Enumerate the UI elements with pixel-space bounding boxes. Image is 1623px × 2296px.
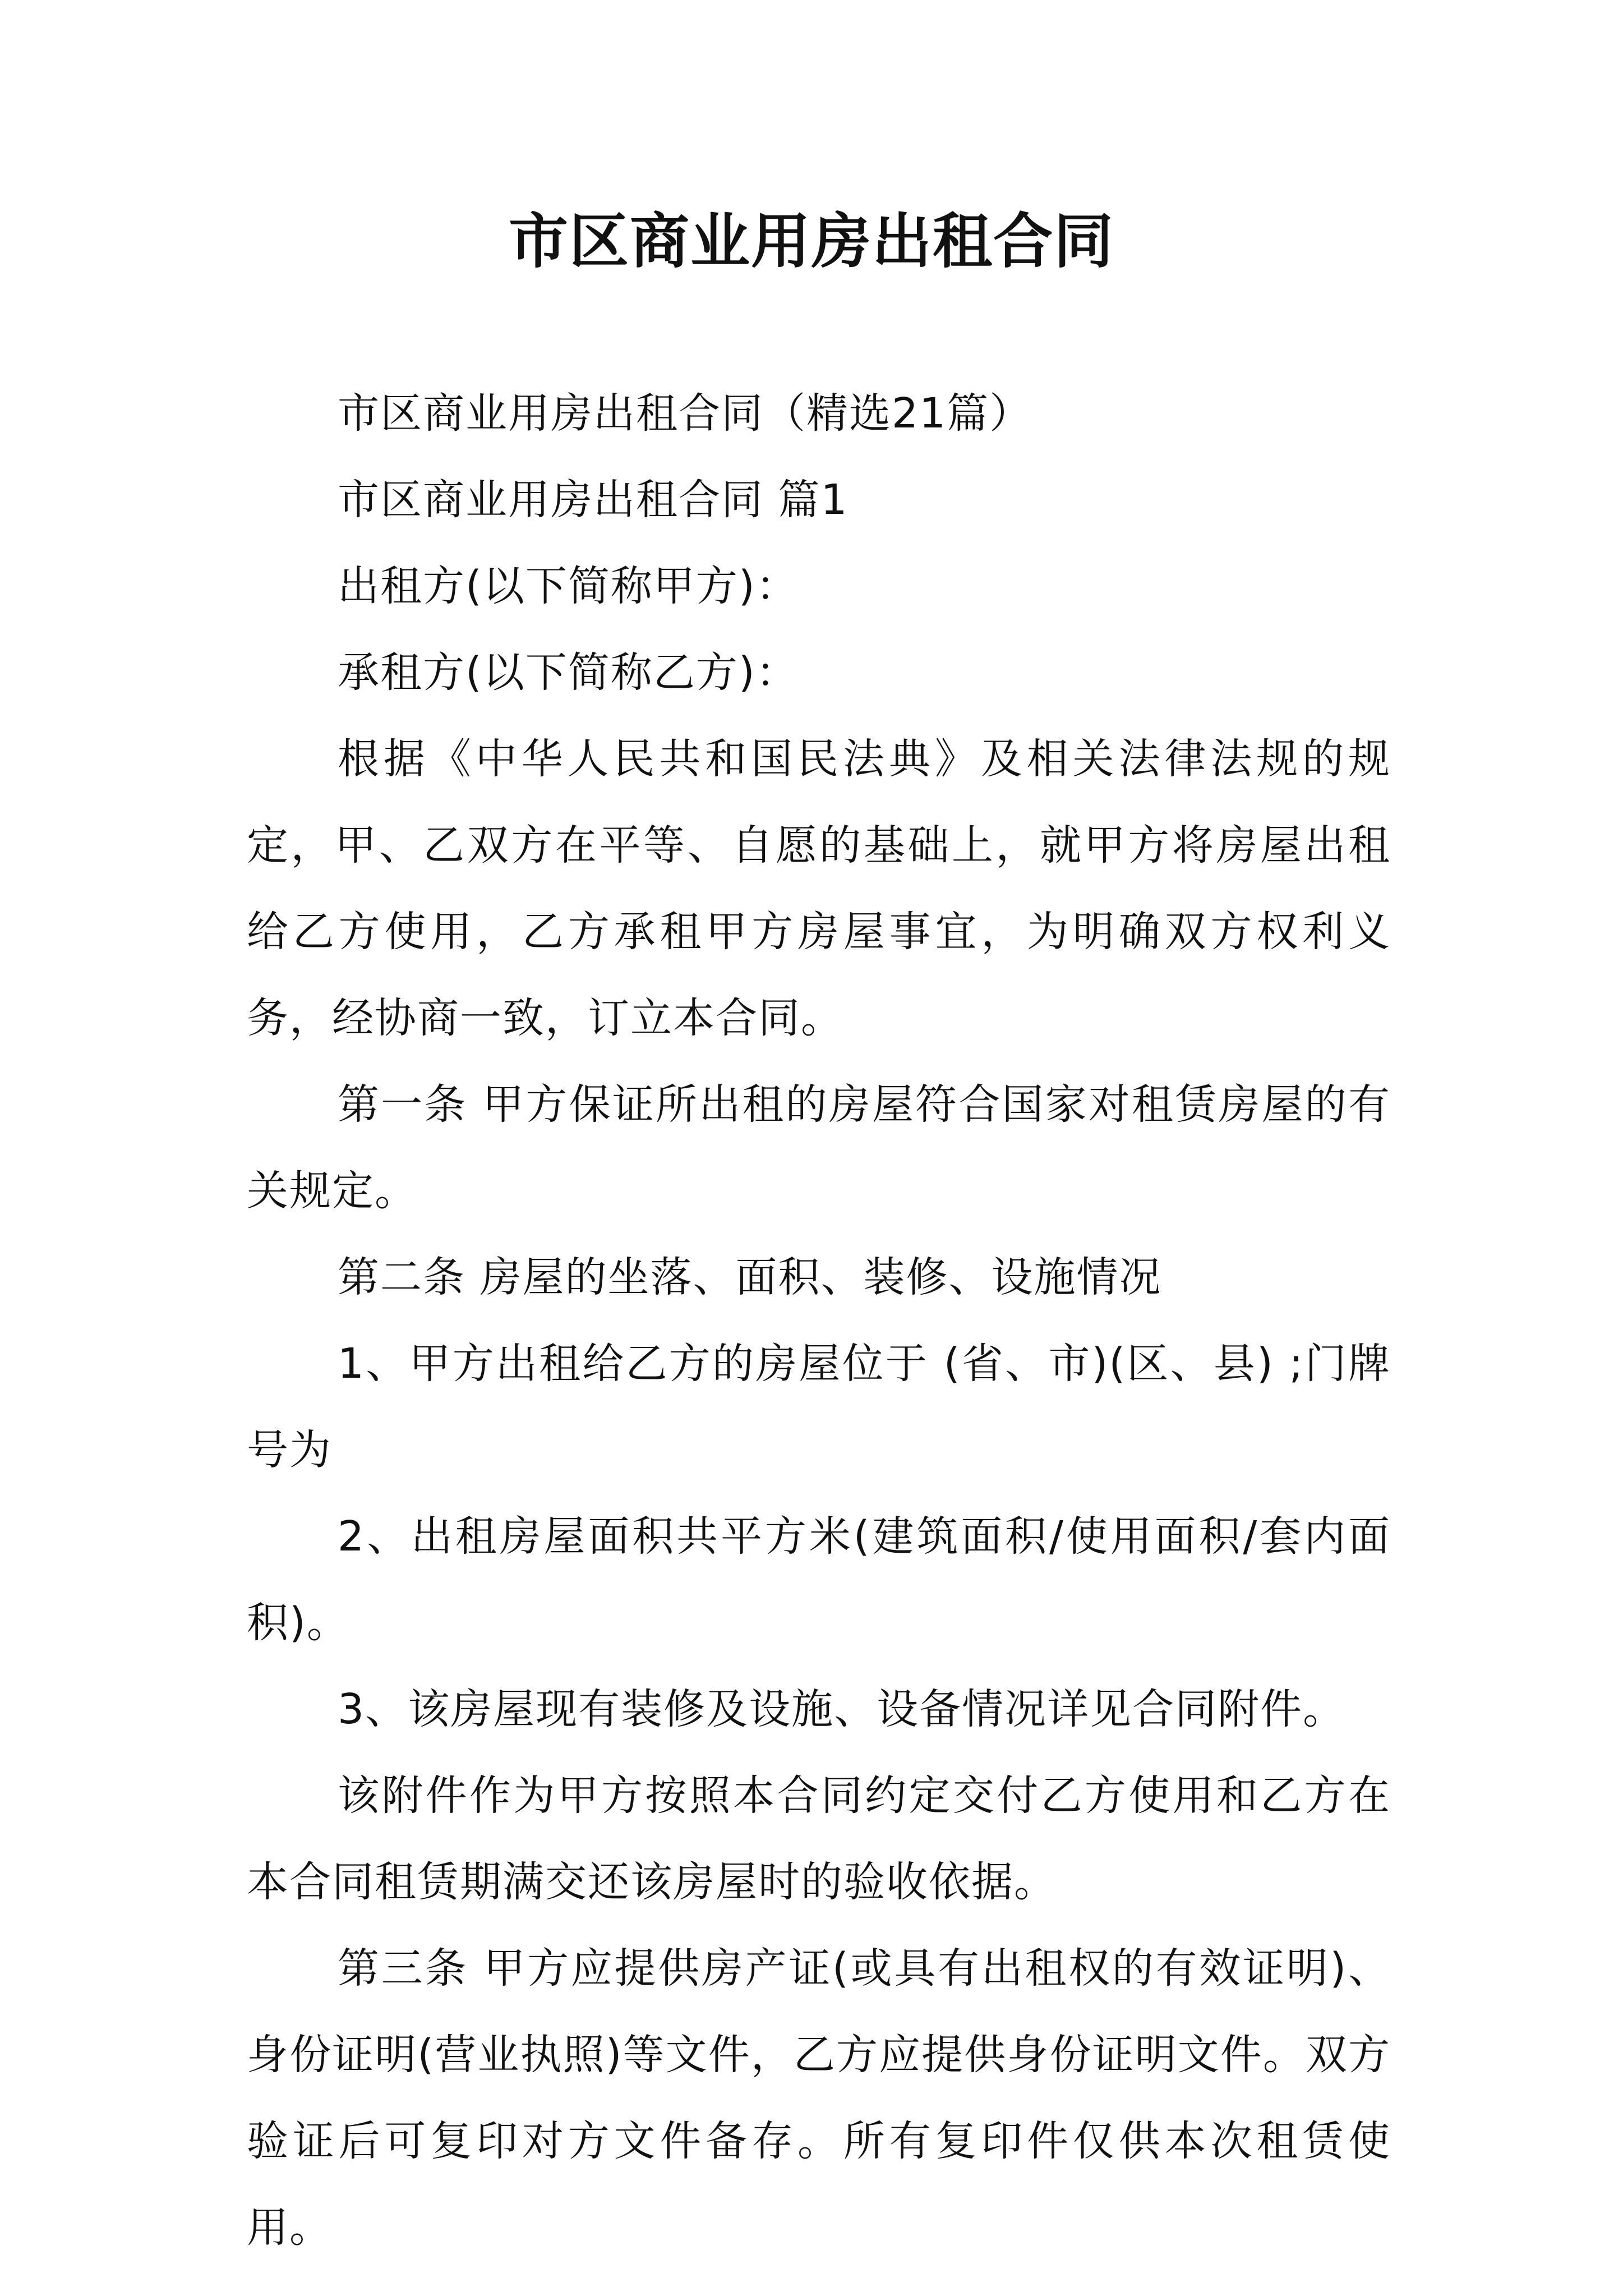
paragraph-lessor: 出租方(以下简称甲方)： <box>338 562 799 610</box>
paragraph-article-3: 第三条 甲方应提供房产证(或具有出租权的有效证明)、身份证明(营业执照)等文件，乙方应提供身份证明文件。双方验证后可复印对方文件备存。所有复印件仅供本次租赁使用。 <box>247 1944 1391 2252</box>
paragraph-article-1: 第一条 甲方保证所出租的房屋符合国家对租赁房屋的有关规定。 <box>247 1080 1391 1215</box>
paragraph-item-1: 1、甲方出租给乙方的房屋位于 (省、市)(区、县) ;门牌号为 <box>247 1340 1391 1474</box>
paragraph-collection-heading: 市区商业用房出租合同（精选21篇） <box>338 389 1032 438</box>
paragraph-section-heading: 市区商业用房出租合同 篇1 <box>338 476 849 524</box>
paragraph-item-2: 2、出租房屋面积共平方米(建筑面积/使用面积/套内面积)。 <box>247 1512 1391 1647</box>
paragraph-preamble: 根据《中华人民共和国民法典》及相关法律法规的规定，甲、乙双方在平等、自愿的基础上，就甲方将房屋出租给乙方使用，乙方承租甲方房屋事宜，为明确双方权利义务，经协商一致，订立本合同。 <box>247 735 1391 1042</box>
paragraph-appendix-note: 该附件作为甲方按照本合同约定交付乙方使用和乙方在本合同租赁期满交还该房屋时的验收依据。 <box>247 1772 1391 1906</box>
paragraph-lessee: 承租方(以下简称乙方)： <box>338 648 799 697</box>
document-title: 市区商业用房出租合同 <box>509 206 1114 276</box>
paragraph-article-2: 第二条 房屋的坐落、面积、装修、设施情况 <box>338 1253 1162 1301</box>
paragraph-item-3: 3、该房屋现有装修及设施、设备情况详见合同附件。 <box>338 1685 1346 1733</box>
document-body <box>247 370 1391 2271</box>
